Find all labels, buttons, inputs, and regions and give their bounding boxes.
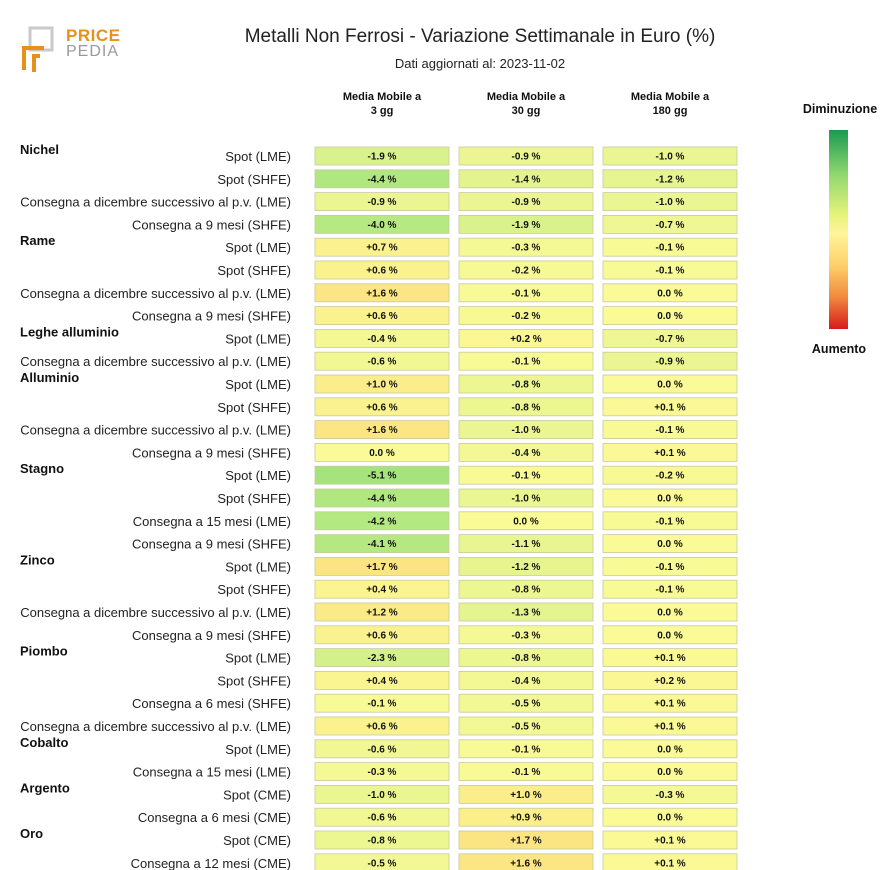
cell-value-label: -0.3 %	[511, 630, 541, 642]
cell-value-label: -0.5 %	[367, 858, 397, 870]
metal-group-label: Rame	[20, 233, 56, 249]
row-label: Consegna a 9 mesi (SHFE)	[132, 217, 291, 233]
cell-value-label: +0.6 %	[366, 402, 398, 414]
cell-value-label: 0.0 %	[369, 447, 395, 459]
cell-value-label: -5.1 %	[367, 470, 397, 482]
metal-group-label: Alluminio	[20, 370, 80, 385]
cell-value-label: +1.6 %	[510, 858, 542, 870]
cell-value-label: 0.0 %	[657, 379, 683, 391]
row-label: Consegna a 9 mesi (SHFE)	[132, 445, 291, 461]
cell-value-label: +0.2 %	[654, 675, 686, 687]
metal-group-label: Leghe alluminio	[20, 324, 119, 340]
cell-value-label: -1.0 %	[655, 151, 685, 163]
cell-value-label: +0.6 %	[366, 721, 398, 733]
cell-value-label: -0.8 %	[511, 402, 541, 414]
row-label: Spot (CME)	[223, 833, 291, 848]
cell-value-label: -0.8 %	[511, 379, 541, 391]
cell-value-label: -2.3 %	[367, 653, 397, 665]
cell-value-label: +1.0 %	[366, 379, 398, 391]
cell-value-label: 0.0 %	[657, 493, 683, 505]
cell-value-label: -1.3 %	[511, 607, 541, 619]
cell-value-label: +1.7 %	[510, 835, 542, 847]
cell-value-label: -0.2 %	[511, 311, 541, 323]
row-label: Consegna a dicembre successivo al p.v. (LME)	[20, 605, 291, 620]
logo-word-price: PRICE	[66, 26, 121, 45]
row-label: Consegna a 9 mesi (SHFE)	[132, 536, 291, 552]
cell-value-label: +0.6 %	[366, 311, 398, 323]
cell-value-label: -1.0 %	[511, 425, 541, 437]
row-label: Consegna a 12 mesi (CME)	[130, 855, 291, 870]
cell-value-label: -0.3 %	[511, 242, 541, 254]
cell-value-label: -0.1 %	[511, 744, 541, 756]
cell-value-label: +0.1 %	[654, 402, 686, 414]
cell-value-label: -0.9 %	[367, 197, 397, 209]
cell-value-label: +1.6 %	[366, 425, 398, 437]
row-label: Spot (CME)	[223, 787, 291, 803]
column-header-line2: 30 gg	[511, 105, 541, 117]
cell-value-label: 0.0 %	[657, 812, 683, 824]
cell-value-label: -4.2 %	[367, 516, 397, 528]
cell-value-label: +0.2 %	[510, 333, 542, 345]
cell-value-label: -0.1 %	[655, 242, 685, 254]
cell-value-label: -1.1 %	[511, 539, 541, 551]
cell-value-label: -0.1 %	[655, 584, 685, 596]
cell-value-label: -0.7 %	[655, 219, 685, 231]
cell-value-label: +0.6 %	[366, 265, 398, 277]
cell-value-label: -0.8 %	[511, 653, 541, 665]
cell-value-label: -1.0 %	[367, 789, 397, 801]
cell-value-label: -1.4 %	[511, 174, 541, 186]
cell-value-label: 0.0 %	[657, 288, 683, 300]
logo-word-pedia: PEDIA	[66, 43, 120, 60]
metal-group-label: Oro	[20, 826, 44, 841]
cell-value-label: 0.0 %	[513, 516, 539, 528]
cell-value-label: -0.3 %	[367, 767, 397, 779]
cell-value-label: -0.9 %	[511, 151, 541, 163]
cell-value-label: 0.0 %	[657, 607, 683, 619]
cell-value-label: +1.6 %	[366, 288, 398, 300]
row-label: Spot (LME)	[225, 240, 291, 256]
cell-value-label: +1.0 %	[510, 789, 542, 801]
row-label: Spot (SHFE)	[217, 582, 291, 598]
row-label: Spot (LME)	[225, 377, 291, 392]
cell-value-label: -0.4 %	[511, 675, 541, 687]
row-label: Consegna a 9 mesi (SHFE)	[132, 627, 291, 643]
row-label: Spot (LME)	[225, 468, 291, 484]
cell-value-label: -0.4 %	[367, 333, 397, 345]
cell-value-label: -4.4 %	[367, 174, 397, 186]
cell-value-label: -0.1 %	[511, 470, 541, 482]
cell-value-label: 0.0 %	[657, 744, 683, 756]
cell-value-label: -0.2 %	[511, 265, 541, 277]
column-header-line2: 180 gg	[652, 105, 688, 117]
chart-subtitle: Dati aggiornati al: 2023-11-02	[394, 56, 566, 71]
row-label: Spot (SHFE)	[217, 399, 291, 415]
cell-value-label: -0.9 %	[655, 356, 685, 368]
cell-value-label: -0.2 %	[655, 470, 685, 482]
row-label: Consegna a 15 mesi (LME)	[132, 764, 291, 780]
legend-label-increase: Aumento	[811, 342, 867, 356]
row-label: Spot (LME)	[225, 741, 291, 757]
row-label: Consegna a 6 mesi (SHFE)	[132, 696, 291, 712]
row-label: Consegna a 9 mesi (SHFE)	[132, 308, 291, 324]
cell-value-label: -0.6 %	[367, 744, 397, 756]
row-label: Consegna a 6 mesi (CME)	[137, 810, 291, 826]
row-label: Spot (LME)	[225, 149, 291, 164]
cell-value-label: -0.8 %	[367, 835, 397, 847]
column-header-line1: Media Mobile a	[630, 91, 710, 103]
cell-value-label: -0.1 %	[511, 767, 541, 779]
cell-value-label: -4.1 %	[367, 539, 397, 551]
cell-value-label: +0.7 %	[366, 242, 398, 254]
row-label: Spot (LME)	[225, 650, 291, 666]
row-label: Spot (SHFE)	[217, 171, 291, 187]
cell-value-label: +1.2 %	[366, 607, 398, 619]
cell-value-label: -0.6 %	[367, 356, 397, 368]
cell-value-label: -0.4 %	[511, 447, 541, 459]
column-header-line2: 3 gg	[370, 105, 394, 117]
metal-group-label: Nichel	[20, 142, 60, 157]
legend-label-decrease: Diminuzione	[802, 102, 878, 116]
metal-group-label: Piombo	[20, 643, 68, 659]
cell-value-label: -0.5 %	[511, 721, 541, 733]
cell-value-label: -0.1 %	[655, 425, 685, 437]
cell-value-label: +0.1 %	[654, 698, 686, 710]
cell-value-label: -0.1 %	[511, 288, 541, 300]
cell-value-label: +0.1 %	[654, 653, 686, 665]
cell-value-label: -0.1 %	[655, 516, 685, 528]
cell-value-label: -0.1 %	[367, 698, 397, 710]
row-label: Consegna a dicembre successivo al p.v. (LME)	[20, 422, 291, 438]
row-label: Consegna a dicembre successivo al p.v. (LME)	[20, 285, 291, 301]
cell-value-label: +1.7 %	[366, 561, 398, 573]
cell-value-label: -1.2 %	[655, 174, 685, 186]
cell-value-label: +0.9 %	[510, 812, 542, 824]
cell-value-label: -4.4 %	[367, 493, 397, 505]
row-label: Consegna a dicembre successivo al p.v. (LME)	[20, 194, 291, 210]
cell-value-label: 0.0 %	[657, 630, 683, 642]
legend-color-scale	[829, 130, 848, 329]
row-label: Consegna a dicembre successivo al p.v. (LME)	[20, 719, 291, 734]
metal-group-label: Cobalto	[20, 734, 69, 750]
metal-group-label: Stagno	[20, 461, 65, 477]
cell-value-label: 0.0 %	[657, 539, 683, 551]
cell-value-label: 0.0 %	[657, 311, 683, 323]
metal-group-label: Argento	[20, 780, 70, 796]
cell-value-label: -0.8 %	[511, 584, 541, 596]
cell-value-label: +0.6 %	[366, 630, 398, 642]
row-label: Consegna a dicembre successivo al p.v. (LME)	[20, 354, 291, 370]
cell-value-label: +0.4 %	[366, 675, 398, 687]
cell-value-label: +0.1 %	[654, 447, 686, 459]
cell-value-label: +0.4 %	[366, 584, 398, 596]
cell-value-label: -0.1 %	[655, 561, 685, 573]
cell-value-label: -0.1 %	[655, 265, 685, 277]
cell-value-label: -0.5 %	[511, 698, 541, 710]
row-label: Spot (SHFE)	[217, 491, 291, 506]
cell-value-label: -4.0 %	[367, 219, 397, 231]
cell-value-label: -1.9 %	[367, 151, 397, 163]
cell-value-label: -1.0 %	[655, 197, 685, 209]
column-header-line1: Media Mobile a	[342, 91, 422, 103]
metal-group-label: Zinco	[20, 552, 55, 568]
row-label: Spot (LME)	[225, 331, 291, 347]
cell-value-label: +0.1 %	[654, 858, 686, 870]
cell-value-label: -1.0 %	[511, 493, 541, 505]
column-header-line1: Media Mobile a	[486, 91, 566, 103]
cell-value-label: -0.3 %	[655, 789, 685, 801]
cell-value-label: -0.7 %	[655, 333, 685, 345]
cell-value-label: -1.2 %	[511, 561, 541, 573]
row-label: Spot (SHFE)	[217, 673, 291, 689]
row-label: Consegna a 15 mesi (LME)	[132, 513, 291, 529]
cell-value-label: -0.1 %	[511, 356, 541, 368]
cell-value-label: +0.1 %	[654, 835, 686, 847]
row-label: Spot (LME)	[225, 559, 291, 575]
chart-title: Metalli Non Ferrosi - Variazione Settimanale in Euro (%)	[244, 26, 716, 47]
cell-value-label: -0.6 %	[367, 812, 397, 824]
row-label: Spot (SHFE)	[217, 263, 291, 278]
cell-value-label: 0.0 %	[657, 767, 683, 779]
cell-value-label: -1.9 %	[511, 219, 541, 231]
cell-value-label: +0.1 %	[654, 721, 686, 733]
cell-value-label: -0.9 %	[511, 197, 541, 209]
